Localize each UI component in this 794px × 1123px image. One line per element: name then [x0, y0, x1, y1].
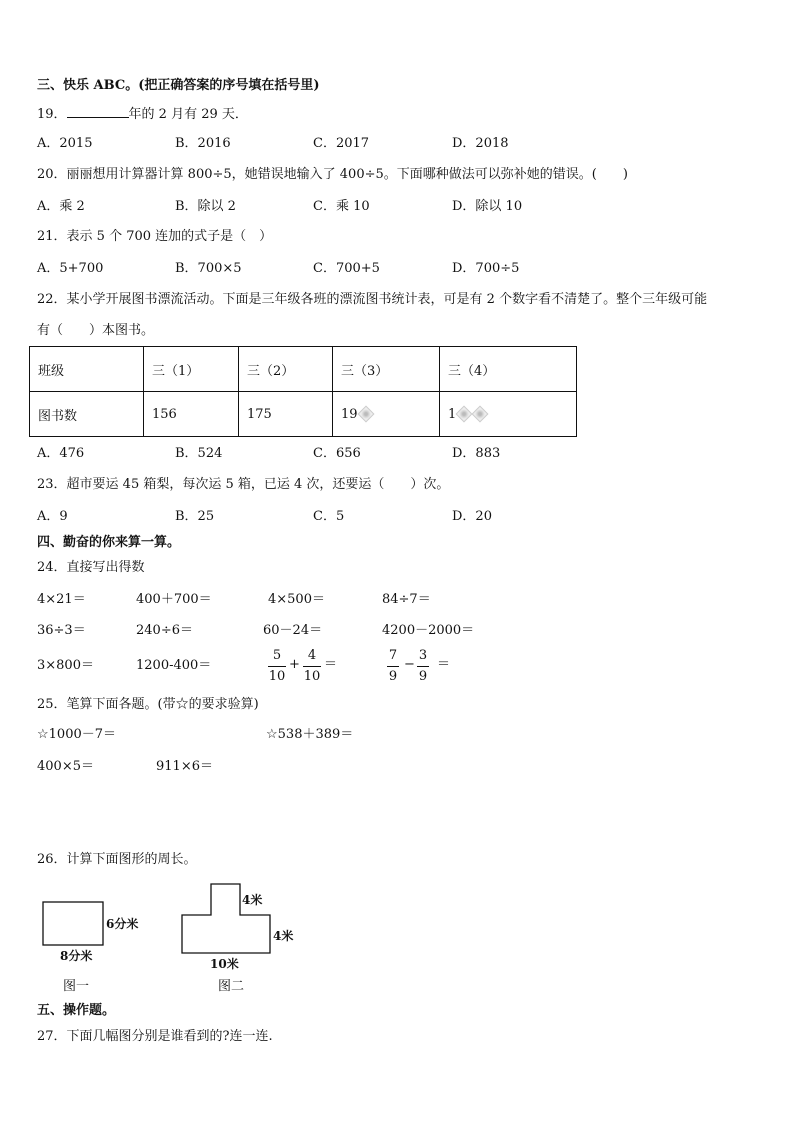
equals-sign: ＝ — [324, 657, 338, 672]
q23-option-c[interactable]: C．5 — [313, 509, 345, 524]
q22-option-d[interactable]: D．883 — [452, 446, 501, 461]
q21-option-b[interactable]: B．700×5 — [175, 261, 242, 276]
q20-option-b[interactable]: B．除以 2 — [175, 199, 236, 214]
calc-item: 4×500＝ — [268, 592, 325, 607]
q22-option-a[interactable]: A．476 — [37, 446, 85, 461]
fig1-width-label: 6分米 — [106, 917, 139, 931]
fig2-bottom-label: 10米 — [210, 957, 239, 971]
q19-option-b[interactable]: B．2016 — [175, 136, 231, 151]
table-header-cell: 三（3） — [333, 347, 440, 392]
fig2-top-label: 4米 — [242, 893, 263, 907]
question-19-number: 19． — [37, 107, 67, 122]
fraction-denominator: 9 — [418, 669, 428, 684]
operator: − — [404, 657, 415, 672]
calc-item: 400＋700＝ — [136, 592, 212, 607]
question-24: 24．直接写出得数 — [37, 560, 145, 575]
question-26: 26．计算下面图形的周长。 — [37, 852, 197, 867]
calc-item: 36÷3＝ — [37, 623, 86, 638]
fraction-numerator: 7 — [388, 648, 398, 663]
q20-option-c[interactable]: C．乘 10 — [313, 199, 370, 214]
operator: + — [289, 657, 300, 672]
smudged-digits: 19 — [341, 406, 358, 422]
table-cell: 图书数 — [30, 392, 144, 437]
q20-option-d[interactable]: D．除以 10 — [452, 199, 523, 214]
table-header-cell: 班级 — [30, 347, 144, 392]
question-20: 20．丽丽想用计算器计算 800÷5，她错误地输入了 400÷5。下面哪种做法可以弥补她的错误。( ) — [37, 167, 628, 182]
q20-option-a[interactable]: A．乘 2 — [37, 199, 85, 214]
table-header-cell: 三（4） — [440, 347, 577, 392]
fig2-right-label: 4米 — [273, 929, 294, 943]
fig1-caption: 图一 — [63, 979, 90, 994]
calc-item: 240÷6＝ — [136, 623, 193, 638]
written-calc-item: 400×5＝ — [37, 759, 94, 774]
q23-option-b[interactable]: B．25 — [175, 509, 215, 524]
equals-sign: ＝ — [437, 657, 451, 672]
question-25: 25．笔算下面各题。(带☆的要求验算) — [37, 697, 259, 712]
written-calc-item: ☆538＋389＝ — [266, 727, 354, 742]
q23-option-d[interactable]: D．20 — [452, 509, 492, 524]
calc-item: 4×21＝ — [37, 592, 86, 607]
section-3-title: 三、快乐 ABC。(把正确答案的序号填在括号里) — [37, 78, 320, 93]
question-19-text: 年的 2 月有 29 天． — [128, 107, 248, 122]
q21-option-c[interactable]: C．700+5 — [313, 261, 380, 276]
question-22-line2: 有（ ）本图书。 — [37, 323, 155, 338]
rectangle-shape — [43, 902, 103, 945]
fraction-numerator: 3 — [418, 648, 428, 663]
fraction-numerator: 4 — [307, 648, 317, 663]
fraction-denominator: 10 — [303, 669, 321, 684]
table-cell: 175 — [239, 392, 333, 437]
q19-option-c[interactable]: C．2017 — [313, 136, 370, 151]
q23-option-a[interactable]: A．9 — [37, 509, 68, 524]
question-22-line1: 22．某小学开展图书漂流活动。下面是三年级各班的漂流图书统计表，可是有 2 个数字看不清楚了。整个三年级可能 — [37, 292, 708, 307]
q21-option-a[interactable]: A．5+700 — [37, 261, 104, 276]
fig1-bottom-label: 8分米 — [60, 949, 93, 963]
section-5-title: 五、操作题。 — [37, 1003, 116, 1018]
written-calc-item: ☆1000－7＝ — [37, 727, 117, 742]
fig2-caption: 图二 — [218, 979, 245, 994]
q19-option-a[interactable]: A．2015 — [37, 136, 93, 151]
table-cell: 156 — [144, 392, 239, 437]
calc-item: 84÷7＝ — [382, 592, 431, 607]
q19-option-d[interactable]: D．2018 — [452, 136, 509, 151]
q22-option-c[interactable]: C．656 — [313, 446, 361, 461]
table-header-cell: 三（2） — [239, 347, 333, 392]
question-23: 23．超市要运 45 箱梨，每次运 5 箱，已运 4 次，还要运（ ）次。 — [37, 477, 450, 492]
calc-item: 1200-400＝ — [136, 658, 212, 673]
fraction-denominator: 10 — [268, 669, 286, 684]
calc-item: 3×800＝ — [37, 658, 94, 673]
calc-item: 4200－2000＝ — [382, 623, 475, 638]
question-21: 21．表示 5 个 700 连加的式子是（ ） — [37, 229, 273, 244]
fraction-denominator: 9 — [388, 669, 398, 684]
q22-option-b[interactable]: B．524 — [175, 446, 223, 461]
section-4-title: 四、勤奋的你来算一算。 — [37, 535, 181, 550]
calc-item: 60－24＝ — [263, 623, 323, 638]
question-27: 27．下面几幅图分别是谁看到的?连一连. — [37, 1029, 273, 1044]
q21-option-d[interactable]: D．700÷5 — [452, 261, 520, 276]
table-header-cell: 三（1） — [144, 347, 239, 392]
fraction-numerator: 5 — [272, 648, 282, 663]
smudged-digits: 1 — [448, 406, 457, 422]
written-calc-item: 911×6＝ — [156, 759, 213, 774]
